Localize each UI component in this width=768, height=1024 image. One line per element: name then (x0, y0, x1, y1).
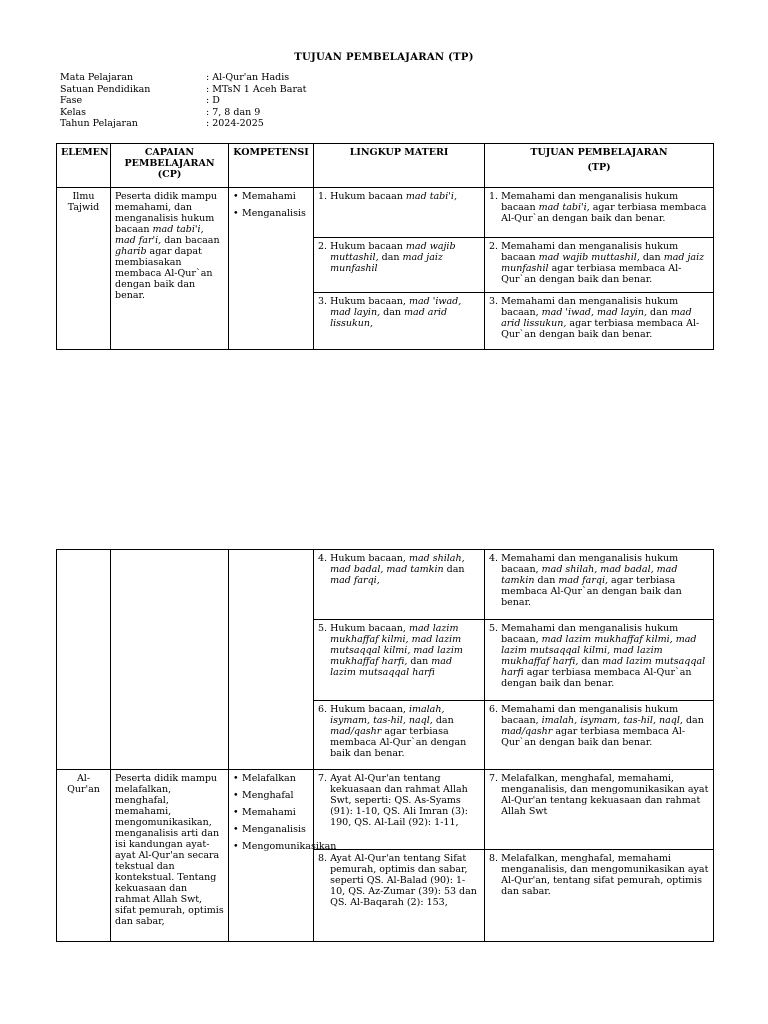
tujuan-number: 2. (489, 241, 499, 252)
materi-term: mad tabi'i, (405, 191, 457, 202)
meta-label: Mata Pelajaran (60, 72, 134, 83)
header-cp-line2: (CP) (157, 169, 182, 180)
materi-term: mad shilah, mad badal, mad tamkin (330, 553, 465, 575)
header-tp-line1: TUJUAN PEMBELAJARAN (530, 147, 668, 158)
tujuan-cell-5 (485, 620, 714, 701)
header-tp-line2: (TP) (587, 162, 611, 173)
table-row (57, 550, 714, 620)
tp-table-page-1 (56, 143, 714, 350)
tujuan-number: 7. (489, 773, 499, 784)
bullet-icon: • (233, 824, 239, 835)
materi-text: Hukum bacaan (330, 191, 406, 202)
tujuan-cell-4 (485, 550, 714, 620)
materi-cell-4 (314, 550, 485, 620)
tujuan-text: Memahami dan menganalisis hukum bacaan (501, 241, 679, 263)
tujuan-text: agar terbiasa membaca Al-Qur`an dengan baik dan benar. (501, 263, 682, 285)
tujuan-term: mad tabi'i, (538, 202, 590, 213)
cp-text: dan bacaan (161, 235, 220, 246)
meta-label: Satuan Pendidikan (60, 83, 151, 95)
materi-text: dan (432, 715, 454, 726)
cp-cell-empty (111, 550, 229, 770)
materi-cell-5 (314, 620, 485, 701)
tujuan-number: 4. (489, 553, 499, 564)
table-row (57, 188, 714, 238)
tujuan-term: mad 'iwad, mad layin, (541, 307, 647, 318)
meta-row (60, 107, 306, 119)
meta-row (60, 72, 306, 84)
tujuan-text: dan (647, 307, 671, 318)
materi-cell-2 (314, 238, 485, 293)
kompetensi-list (233, 191, 309, 219)
header-tujuan (485, 144, 714, 188)
tujuan-text: agar terbiasa membaca Al-Qur`an dengan baik dan benar. (501, 318, 700, 340)
meta-row (60, 95, 306, 107)
header-cp-line1: CAPAIAN PEMBELAJARAN (124, 147, 215, 169)
materi-cell-8 (314, 850, 485, 942)
tujuan-text: Memahami dan menganalisis hukum bacaan, (501, 296, 679, 318)
tujuan-term: imalah, isymam, tas-hil, naql, (541, 715, 683, 726)
meta-label: Kelas (60, 106, 87, 118)
tujuan-term: mad jaiz munfashil (501, 252, 705, 274)
bullet-icon: • (233, 790, 239, 801)
materi-text: dan (378, 252, 403, 263)
elemen-cell-empty (57, 550, 111, 770)
tujuan-cell-2 (485, 238, 714, 293)
meta-value: : Al-Qur'an Hadis (206, 72, 290, 83)
materi-term: mad lazim mutsaqqal harfi (330, 656, 453, 678)
materi-cell-7 (314, 770, 485, 850)
elemen-cell-quran: Al-Qur'an (57, 770, 111, 942)
materi-term: mad/qashr (330, 726, 382, 737)
tujuan-text: agar terbiasa membaca Al-Qur`an dengan baik dan benar. (501, 726, 686, 748)
materi-number: 2. (318, 241, 328, 252)
materi-text: dan (380, 307, 405, 318)
table-header-row (57, 144, 714, 188)
kompetensi-label: Mengomunikasikan (242, 841, 337, 852)
materi-text: Hukum bacaan, (330, 704, 409, 715)
tujuan-term: mad arid lissukun, (501, 307, 692, 329)
bullet-icon: • (233, 841, 239, 852)
materi-text: Hukum bacaan, (330, 296, 409, 307)
document-meta (60, 72, 306, 130)
materi-text: Hukum bacaan, (330, 623, 409, 634)
kompetensi-cell-empty (229, 550, 314, 770)
cp-cell-quran: Peserta didik mampu melafalkan, menghafal, memahami, mengomunikasikan, menganalisis arti dan isi kandungan ayat-ayat Al-Qur'an secara tekstual dan kontekstual. Tentang kekuasaan dan rahmat Allah Swt, sifat pemurah, optimis dan sabar, (111, 770, 229, 942)
tujuan-number: 1. (489, 191, 499, 202)
document-title: TUJUAN PEMBELAJARAN (TP) (294, 52, 474, 63)
tujuan-number: 3. (489, 296, 499, 307)
materi-text: agar terbiasa membaca Al-Qur`an dengan baik dan benar. (330, 726, 467, 759)
tujuan-term: mad farqi, (558, 575, 609, 586)
kompetensi-label: Menghafal (242, 790, 294, 801)
materi-number: 6. (318, 704, 328, 715)
meta-label: Fase (60, 95, 83, 106)
kompetensi-label: Menganalisis (242, 208, 306, 219)
meta-row (60, 84, 306, 96)
materi-text: Ayat Al-Qur'an tentang kekuasaan dan rahmat Allah Swt, seperti: QS. As-Syams (91): 1-10, QS. Ali Imran (3): 190, QS. Al-Lail (92): 1-11, (330, 773, 468, 828)
tujuan-term: mad wajib muttashil, (538, 252, 640, 263)
tujuan-cell-3 (485, 293, 714, 350)
materi-term: mad farqi, (330, 575, 380, 586)
elemen-cell-tajwid: Ilmu Tajwid (57, 188, 111, 350)
tujuan-number: 5. (489, 623, 499, 634)
tujuan-text: Melafalkan, menghafal, memahami menganalisis, dan mengomunikasikan ayat Al-Qur'an, tentang sifat pemurah, optimis dan sabar. (501, 853, 709, 897)
materi-text: Ayat Al-Qur'an tentang Sifat pemurah, optimis dan sabar, seperti QS. Al-Balad (90): 1-10, QS. Az-Zumar (39): 53 dan QS. Al-Baqarah (2): 153, (330, 853, 477, 908)
tujuan-text: dan (639, 252, 664, 263)
kompetensi-item (233, 790, 309, 801)
cp-text: agar dapat membiasakan membaca Al-Qur`an dengan baik dan benar. (115, 246, 213, 301)
kompetensi-list (233, 773, 337, 852)
kompetensi-item (233, 773, 309, 784)
tujuan-cell-8 (485, 850, 714, 942)
tujuan-number: 6. (489, 704, 499, 715)
materi-term: mad lazim mukhaffaf kilmi, mad lazim mutsaqqal kilmi, mad lazim mukhaffaf harfi, (330, 623, 463, 667)
kompetensi-item (233, 208, 309, 219)
kompetensi-cell-tajwid (229, 188, 314, 350)
kompetensi-label: Memahami (242, 191, 296, 202)
cp-term: mad tabi'i, mad far'i, (115, 224, 204, 246)
kompetensi-label: Melafalkan (242, 773, 296, 784)
kompetensi-item (233, 807, 309, 818)
materi-number: 8. (318, 853, 328, 864)
table-row (57, 770, 714, 850)
tujuan-text: Memahami dan menganalisis hukum bacaan, (501, 704, 679, 726)
materi-text: Hukum bacaan, (330, 553, 409, 564)
header-capaian (111, 144, 229, 188)
header-kompetensi: KOMPETENSI (229, 144, 314, 188)
materi-cell-6 (314, 701, 485, 770)
meta-value: : 7, 8 dan 9 (206, 106, 261, 118)
tujuan-term: mad/qashr (501, 726, 553, 737)
materi-term: mad arid lissukun, (330, 307, 448, 329)
tujuan-term: mad shilah, mad badal, mad tamkin (501, 564, 678, 586)
kompetensi-cell-quran (229, 770, 337, 942)
tujuan-text: agar terbiasa membaca Al-Qur`an dengan baik dan benar. (501, 667, 692, 689)
materi-number: 5. (318, 623, 328, 634)
header-elemen: ELEMEN (57, 144, 111, 188)
meta-value: : D (206, 95, 220, 106)
materi-term: imalah, isymam, tas-hil, naql, (330, 704, 445, 726)
kompetensi-label: Memahami (242, 807, 296, 818)
materi-text: dan (443, 564, 465, 575)
tp-table-page-2 (56, 549, 714, 942)
meta-value: : 2024-2025 (206, 118, 264, 129)
bullet-icon: • (233, 773, 239, 784)
tujuan-number: 8. (489, 853, 499, 864)
materi-number: 4. (318, 553, 328, 564)
materi-text: dan (407, 656, 432, 667)
kompetensi-item (233, 191, 309, 202)
meta-value: : MTsN 1 Aceh Barat (206, 83, 307, 95)
cp-text: Peserta didik mampu memahami, dan menganalisis hukum bacaan (115, 191, 218, 235)
meta-label: Tahun Pelajaran (60, 118, 138, 129)
bullet-icon: • (233, 208, 239, 219)
meta-row (60, 118, 306, 130)
bullet-icon: • (233, 807, 239, 818)
tujuan-cell-7 (485, 770, 714, 850)
tujuan-term: mad lazim mukhaffaf kilmi, mad lazim mutsaqqal kilmi, mad lazim mukhaffaf harfi, (501, 634, 697, 667)
tujuan-text: Memahami dan menganalisis hukum bacaan, (501, 623, 679, 645)
materi-cell-3 (314, 293, 485, 350)
bullet-icon: • (233, 191, 239, 202)
kompetensi-label: Menganalisis (242, 824, 306, 835)
tujuan-term: mad lazim mutsaqqal harfi (501, 656, 706, 678)
tujuan-text: Memahami dan menganalisis hukum bacaan, (501, 553, 679, 575)
tujuan-cell-6 (485, 701, 714, 770)
tujuan-cell-1 (485, 188, 714, 238)
materi-term: mad jaiz munfashil (330, 252, 443, 274)
tujuan-text: dan (682, 715, 704, 726)
materi-cell-1 (314, 188, 485, 238)
header-lingkup: LINGKUP MATERI (314, 144, 485, 188)
tujuan-text: Melafalkan, menghafal, memahami, menganalisis, dan mengomunikasikan ayat Al-Qur'an tentang kekuasaan dan rahmat Allah Swt (501, 773, 709, 817)
materi-term: mad 'iwad, mad layin, (330, 296, 462, 318)
materi-text: Hukum bacaan (330, 241, 406, 252)
tujuan-text: dan (578, 656, 603, 667)
kompetensi-item (233, 824, 309, 835)
tujuan-text: Memahami dan menganalisis hukum bacaan (501, 191, 679, 213)
cp-term: gharib (115, 246, 147, 257)
kompetensi-item (233, 841, 337, 852)
tujuan-text: agar terbiasa membaca Al-Qur`an dengan baik dan benar. (501, 202, 707, 224)
tujuan-text: dan (534, 575, 559, 586)
materi-number: 3. (318, 296, 328, 307)
materi-number: 7. (318, 773, 328, 784)
materi-number: 1. (318, 191, 328, 202)
materi-term: mad wajib muttashil, (330, 241, 456, 263)
tujuan-text: agar terbiasa membaca Al-Qur`an dengan baik dan benar. (501, 575, 682, 608)
cp-cell-tajwid (111, 188, 229, 350)
